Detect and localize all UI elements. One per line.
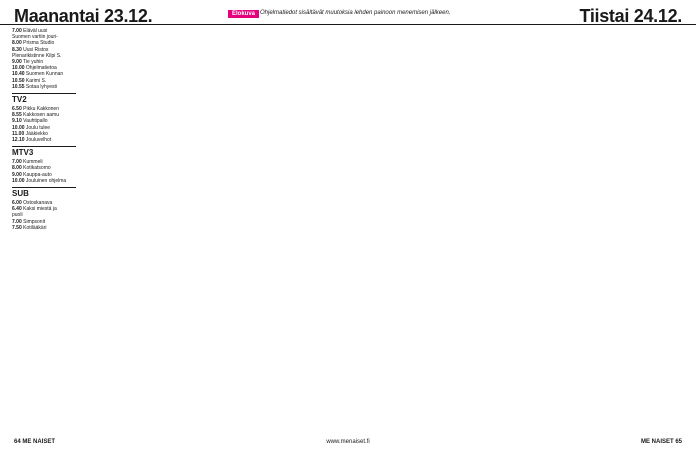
listing-entry: 6.00 Ostoskanava bbox=[12, 200, 53, 207]
listing-entry: 7.00 Kummeli bbox=[12, 159, 43, 166]
listing-entry: 10.00 Jouluinen ohjelma bbox=[12, 177, 67, 184]
listing-entry: 9.00 Kauppa-auto bbox=[12, 171, 52, 178]
footer-right: ME NAISET 65 bbox=[640, 439, 682, 445]
listing-entry: 8.55 Kakkosen aamu bbox=[12, 112, 59, 119]
listing-entry: 10.00 Joulu tulee bbox=[12, 124, 51, 131]
listing-entry: 12.10 Jouluvelhot bbox=[12, 137, 52, 144]
listing-entry: 7.00 Simpsonit bbox=[12, 218, 46, 225]
listing-entry: 10.00 Ohjelmatietoa bbox=[12, 65, 57, 72]
listing-entry: Plenarikistinne Kilpi S. bbox=[12, 52, 62, 59]
listing-entry: 6.50 Pikku Kakkonen bbox=[12, 106, 59, 113]
channel-heading: TV2 bbox=[12, 93, 76, 105]
listing-entry: 7.00 Eläväl uusi bbox=[12, 28, 48, 34]
listing-entry: puoli bbox=[12, 212, 23, 219]
listing-entry: 10.40 Suomen Kunnan bbox=[12, 71, 64, 78]
page-title-left: Maanantai 23.12. bbox=[14, 6, 153, 26]
listing-column bbox=[12, 28, 76, 231]
listing-entry: 8.00 Kotikatsomo bbox=[12, 165, 51, 172]
listing-entry: 8.30 Uusi Ristos bbox=[12, 46, 49, 53]
header-note: Ohjelmatiedot sisältävät muutoksia lehden painoon menemisen jälkeen. bbox=[260, 10, 451, 16]
listing-entry: 6.40 Kaksi miestä ja bbox=[12, 206, 57, 213]
genre-tag: Elokuva bbox=[228, 10, 259, 18]
listing-entry: 9.10 Vauhtipallo bbox=[12, 118, 48, 125]
listing-entry: 7.50 Kotilääkäri bbox=[12, 224, 47, 231]
footer-url: www.menaiset.fi bbox=[326, 439, 370, 445]
listing-entry: 8.00 Prisma Studio bbox=[12, 40, 55, 47]
footer-left: 64 ME NAISET bbox=[14, 439, 56, 445]
listing-entry: 11.00 Jääkiekko bbox=[12, 130, 48, 137]
listing-entry: 9.00 Tie yuhin bbox=[12, 59, 44, 66]
page-title-right: Tiistai 24.12. bbox=[579, 6, 682, 26]
listing-entry: 10.50 Karimi S. bbox=[12, 77, 47, 84]
channel-heading: MTV3 bbox=[12, 146, 76, 158]
channel-heading: SUB bbox=[12, 187, 76, 199]
listing-entry: 10.55 Sotaa lyhyesti bbox=[12, 83, 58, 90]
listing-entry: Suomen vartiin jouri- bbox=[12, 34, 58, 41]
